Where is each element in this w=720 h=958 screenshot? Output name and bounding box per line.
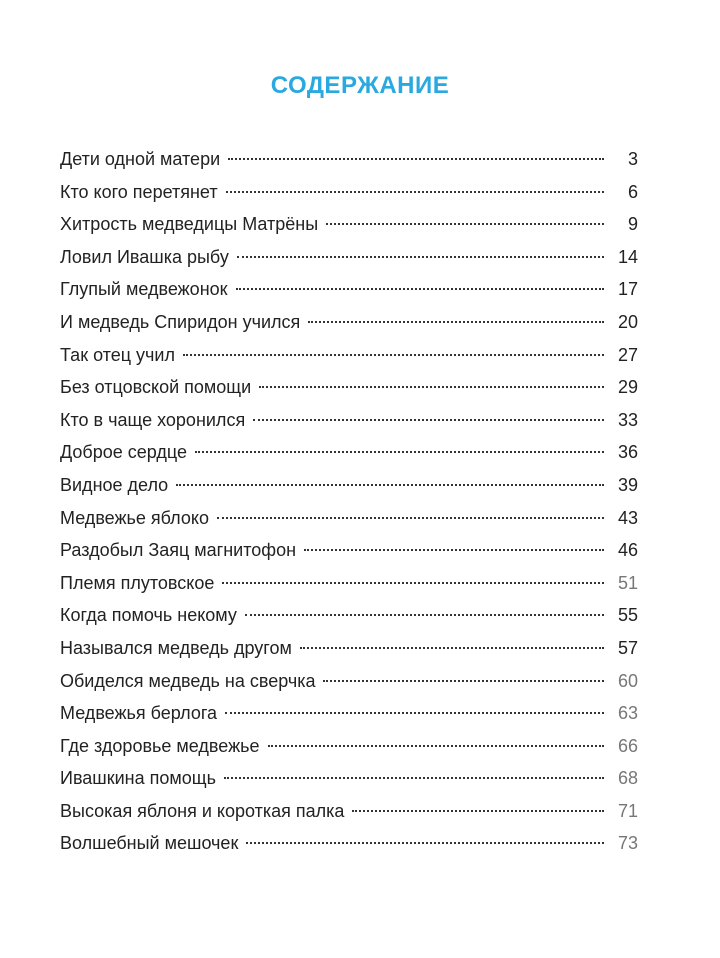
dot-leader bbox=[300, 647, 604, 649]
toc-entry bbox=[60, 795, 638, 828]
toc-entry bbox=[60, 534, 638, 567]
toc-entry bbox=[60, 176, 638, 209]
toc-entry bbox=[60, 241, 638, 274]
toc-entry bbox=[60, 371, 638, 404]
toc-entry-title: Так отец учил bbox=[60, 344, 175, 365]
toc-entry-title: Глупый медвежонок bbox=[60, 279, 228, 300]
dot-leader bbox=[228, 158, 604, 160]
dot-leader bbox=[253, 419, 604, 421]
toc-entry bbox=[60, 469, 638, 502]
toc-entry-title: Раздобыл Заяц магнитофон bbox=[60, 540, 297, 561]
toc-entry-title: Медвежья берлога bbox=[60, 703, 218, 724]
toc-entry-title: Назывался медведь другом bbox=[60, 637, 292, 658]
toc-entry-title: Без отцовской помощи bbox=[60, 377, 252, 398]
toc-entry bbox=[60, 665, 638, 698]
toc-entry-page: 63 bbox=[617, 703, 638, 724]
toc-entry-page: 36 bbox=[617, 442, 638, 463]
toc-entry-title: Ловил Ивашка рыбу bbox=[60, 246, 229, 267]
toc-entry-page: 66 bbox=[617, 735, 638, 756]
dot-leader bbox=[226, 191, 604, 193]
toc-entry bbox=[60, 404, 638, 437]
toc-entry-page: 9 bbox=[627, 214, 638, 235]
toc-entry-title: Ивашкина помощь bbox=[60, 768, 216, 789]
dot-leader bbox=[222, 582, 604, 584]
toc-entry-page: 20 bbox=[617, 311, 638, 332]
toc-entry-page: 43 bbox=[617, 507, 638, 528]
toc-entry-title: Медвежье яблоко bbox=[60, 507, 209, 528]
dot-leader bbox=[323, 680, 604, 682]
dot-leader bbox=[217, 517, 604, 519]
toc-entry bbox=[60, 339, 638, 372]
toc-entry-page: 6 bbox=[627, 181, 638, 202]
dot-leader bbox=[259, 386, 604, 388]
toc-entry bbox=[60, 143, 638, 176]
toc-entry-title: Доброе сердце bbox=[60, 442, 187, 463]
toc-entry-title: Когда помочь некому bbox=[60, 605, 237, 626]
toc-entry bbox=[60, 208, 638, 241]
toc-entry-title: Обиделся медведь на сверчка bbox=[60, 670, 316, 691]
dot-leader bbox=[245, 614, 604, 616]
dot-leader bbox=[225, 712, 604, 714]
dot-leader bbox=[268, 745, 605, 747]
dot-leader bbox=[308, 321, 604, 323]
toc-entry-title: Видное дело bbox=[60, 474, 169, 495]
toc-entry-page: 17 bbox=[617, 279, 638, 300]
toc-entry-title: Кто в чаще хоронился bbox=[60, 409, 246, 430]
toc-entry-page: 33 bbox=[617, 409, 638, 430]
toc-entry-page: 60 bbox=[617, 670, 638, 691]
toc-entry bbox=[60, 273, 638, 306]
toc-entry bbox=[60, 632, 638, 665]
toc-entry bbox=[60, 306, 638, 339]
toc-entry bbox=[60, 599, 638, 632]
dot-leader bbox=[237, 256, 604, 258]
toc-entry-title: Хитрость медведицы Матрёны bbox=[60, 214, 319, 235]
toc-entry-page: 55 bbox=[617, 605, 638, 626]
toc-entry-page: 51 bbox=[617, 572, 638, 593]
toc-entry bbox=[60, 436, 638, 469]
toc-entry-title: Волшебный мешочек bbox=[60, 833, 239, 854]
toc-entry bbox=[60, 827, 638, 860]
toc-entry-title: И медведь Спиридон учился bbox=[60, 311, 301, 332]
toc-entry-page: 73 bbox=[617, 833, 638, 854]
toc-entry bbox=[60, 762, 638, 795]
toc-entry-page: 3 bbox=[627, 149, 638, 169]
dot-leader bbox=[224, 777, 604, 779]
dot-leader bbox=[183, 354, 604, 356]
toc-entry bbox=[60, 502, 638, 535]
toc-entry-page: 27 bbox=[617, 344, 638, 365]
toc-entry-page: 68 bbox=[617, 768, 638, 789]
toc-entry-title: Кто кого перетянет bbox=[60, 181, 218, 202]
toc-entry-title: Дети одной матери bbox=[60, 149, 221, 169]
toc-entry-title: Высокая яблоня и короткая палка bbox=[60, 800, 345, 821]
dot-leader bbox=[195, 451, 604, 453]
toc-entry bbox=[60, 730, 638, 763]
toc-entry-page: 29 bbox=[617, 377, 638, 398]
toc-entry bbox=[60, 697, 638, 730]
dot-leader bbox=[326, 223, 604, 225]
toc-entry-page: 39 bbox=[617, 474, 638, 495]
dot-leader bbox=[246, 842, 604, 844]
dot-leader bbox=[304, 549, 604, 551]
page-title: СОДЕРЖАНИЕ bbox=[270, 72, 450, 99]
toc-entry-page: 57 bbox=[617, 637, 638, 658]
toc-entry-title: Племя плутовское bbox=[60, 572, 215, 593]
dot-leader bbox=[176, 484, 604, 486]
toc-entry-page: 14 bbox=[617, 246, 638, 267]
toc-entry-title: Где здоровье медвежье bbox=[60, 735, 260, 756]
toc-entry-page: 71 bbox=[617, 800, 638, 821]
dot-leader bbox=[236, 288, 604, 290]
toc-list bbox=[60, 143, 638, 860]
dot-leader bbox=[352, 810, 604, 812]
toc-entry-page: 46 bbox=[617, 540, 638, 561]
toc-entry bbox=[60, 567, 638, 600]
